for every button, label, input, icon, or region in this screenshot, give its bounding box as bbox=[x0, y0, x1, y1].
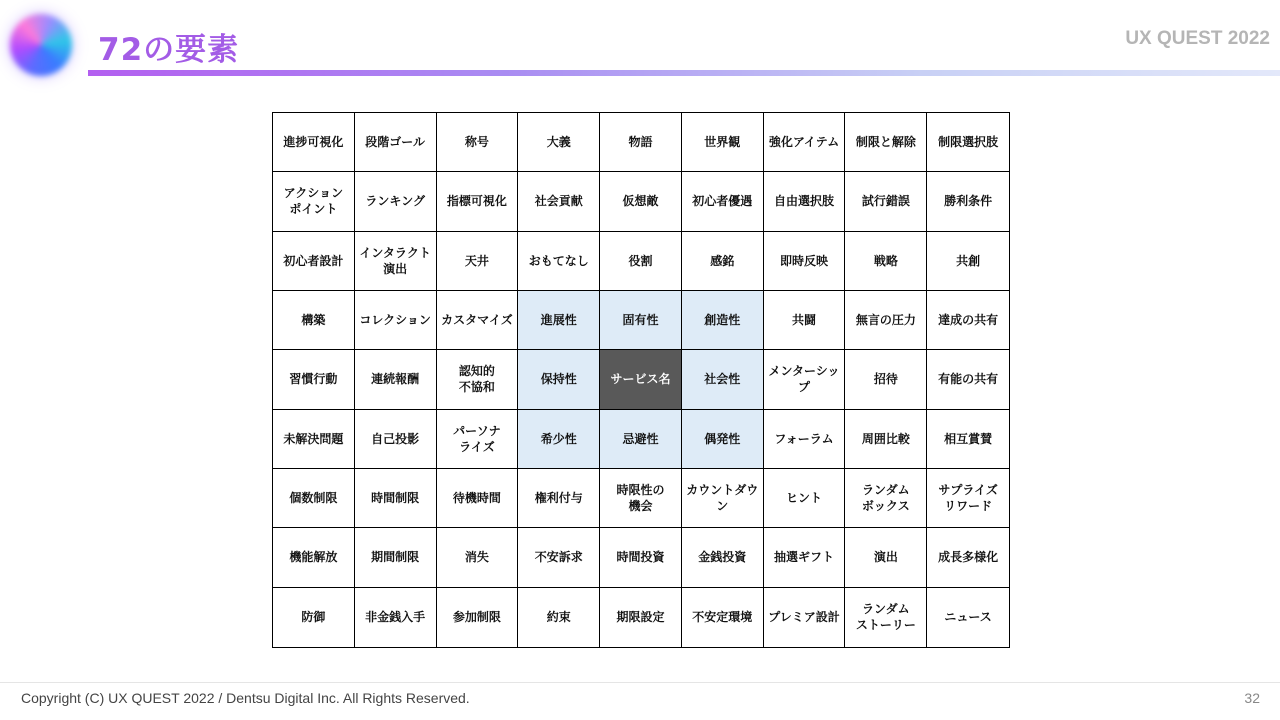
grid-cell: 勝利条件 bbox=[927, 172, 1009, 231]
grid-cell: 進捗可視化 bbox=[273, 113, 355, 172]
footer-divider bbox=[0, 682, 1280, 683]
grid-cell: 期間制限 bbox=[355, 528, 437, 587]
grid-cell: 試行錯誤 bbox=[845, 172, 927, 231]
grid-cell: 時間投資 bbox=[600, 528, 682, 587]
grid-cell: フォーラム bbox=[764, 410, 846, 469]
grid-cell: 役割 bbox=[600, 232, 682, 291]
grid-cell: 金銭投資 bbox=[682, 528, 764, 587]
grid-cell: 個数制限 bbox=[273, 469, 355, 528]
grid-cell: 演出 bbox=[845, 528, 927, 587]
grid-cell: 不安定環境 bbox=[682, 588, 764, 647]
grid-cell: 称号 bbox=[437, 113, 519, 172]
grid-cell: おもてなし bbox=[518, 232, 600, 291]
page-number: 32 bbox=[1244, 690, 1260, 706]
grid-cell: 即時反映 bbox=[764, 232, 846, 291]
grid-cell: 習慣行動 bbox=[273, 350, 355, 409]
grid-cell: 社会性 bbox=[682, 350, 764, 409]
elements-grid bbox=[272, 112, 1010, 648]
copyright-text: Copyright (C) UX QUEST 2022 / Dentsu Digital Inc. All Rights Reserved. bbox=[21, 690, 470, 706]
grid-cell: インタラクト 演出 bbox=[355, 232, 437, 291]
brand-label: UX QUEST 2022 bbox=[1125, 28, 1270, 49]
grid-cell: ニュース bbox=[944, 610, 992, 625]
grid-cell: 共闘 bbox=[764, 291, 846, 350]
grid-cell: カスタマイズ bbox=[437, 291, 519, 350]
grid-cell: 大義 bbox=[518, 113, 600, 172]
grid-cell: 有能の共有 bbox=[927, 350, 1009, 409]
grid-cell: ヒント bbox=[764, 469, 846, 528]
grid-cell: 希少性 bbox=[518, 410, 600, 469]
grid-cell: 制限と解除 bbox=[845, 113, 927, 172]
grid-cell: 初心者設計 bbox=[273, 232, 355, 291]
grid-cell: 抽選ギフト bbox=[764, 528, 846, 587]
grid-cell: 社会貢献 bbox=[518, 172, 600, 231]
grid-cell: 制限選択肢 bbox=[927, 113, 1009, 172]
grid-cell: 感銘 bbox=[682, 232, 764, 291]
grid-cell: 不安訴求 bbox=[518, 528, 600, 587]
grid-cell: 未解決問題 bbox=[273, 410, 355, 469]
grid-cell: ランキング bbox=[355, 172, 437, 231]
grid-cell: 自己投影 bbox=[355, 410, 437, 469]
grid-cell: 無言の圧力 bbox=[845, 291, 927, 350]
grid-cell: 指標可視化 bbox=[437, 172, 519, 231]
grid-cell: 偶発性 bbox=[682, 410, 764, 469]
grid-cell: 成長多様化 bbox=[927, 528, 1009, 587]
grid-cell: パーソナ ライズ bbox=[437, 410, 519, 469]
grid-cell: 非金銭入手 bbox=[355, 588, 437, 647]
grid-cell: コレクション bbox=[355, 291, 437, 350]
grid-cell: 世界観 bbox=[682, 113, 764, 172]
grid-cell: メンターシップ bbox=[764, 350, 846, 409]
grid-cell: 招待 bbox=[845, 350, 927, 409]
grid-cell: 創造性 bbox=[682, 291, 764, 350]
grid-cell: 約束 bbox=[518, 588, 600, 647]
grid-cell: 相互賞賛 bbox=[927, 410, 1009, 469]
grid-cell: 強化アイテム bbox=[764, 113, 846, 172]
grid-cell: 構築 bbox=[273, 291, 355, 350]
grid-cell: 物語 bbox=[600, 113, 682, 172]
grid-cell: サプライズ リワード bbox=[927, 469, 1009, 528]
grid-cell: 消失 bbox=[437, 528, 519, 587]
grid-cell: アクション ポイント bbox=[273, 172, 355, 231]
grid-cell: ランダム ボックス bbox=[845, 469, 927, 528]
title-underline bbox=[88, 70, 1280, 76]
grid-cell: 連続報酬 bbox=[355, 350, 437, 409]
grid-cell: 保持性 bbox=[518, 350, 600, 409]
grid-cell: カウントダウン bbox=[682, 469, 764, 528]
grid-cell: 権利付与 bbox=[518, 469, 600, 528]
page-title: 72の要素 bbox=[98, 32, 240, 68]
grid-cell: 共創 bbox=[927, 232, 1009, 291]
grid-cell: 忌避性 bbox=[600, 410, 682, 469]
grid-cell: 達成の共有 bbox=[927, 291, 1009, 350]
grid-cell: 自由選択肢 bbox=[764, 172, 846, 231]
grid-cell: 段階ゴール bbox=[355, 113, 437, 172]
grid-cell: 待機時間 bbox=[437, 469, 519, 528]
grid-cell: 初心者優遇 bbox=[682, 172, 764, 231]
grid-cell: ランダム ストーリー bbox=[845, 588, 927, 647]
grid-cell: 時間制限 bbox=[355, 469, 437, 528]
grid-cell: 天井 bbox=[437, 232, 519, 291]
grid-cell: 周囲比較 bbox=[845, 410, 927, 469]
grid-cell: 機能解放 bbox=[273, 528, 355, 587]
grid-cell: 防御 bbox=[273, 588, 355, 647]
grid-cell: 戦略 bbox=[845, 232, 927, 291]
logo-orb-icon bbox=[10, 14, 72, 76]
grid-cell: プレミア設計 bbox=[764, 588, 846, 647]
grid-cell-center: サービス名 bbox=[600, 350, 682, 409]
grid-cell: 固有性 bbox=[600, 291, 682, 350]
grid-cell: 時限性の 機会 bbox=[600, 469, 682, 528]
grid-cell: 進展性 bbox=[518, 291, 600, 350]
grid-cell: 参加制限 bbox=[437, 588, 519, 647]
grid-cell: 認知的 不協和 bbox=[437, 350, 519, 409]
grid-cell: 期限設定 bbox=[600, 588, 682, 647]
grid-cell: 仮想敵 bbox=[600, 172, 682, 231]
